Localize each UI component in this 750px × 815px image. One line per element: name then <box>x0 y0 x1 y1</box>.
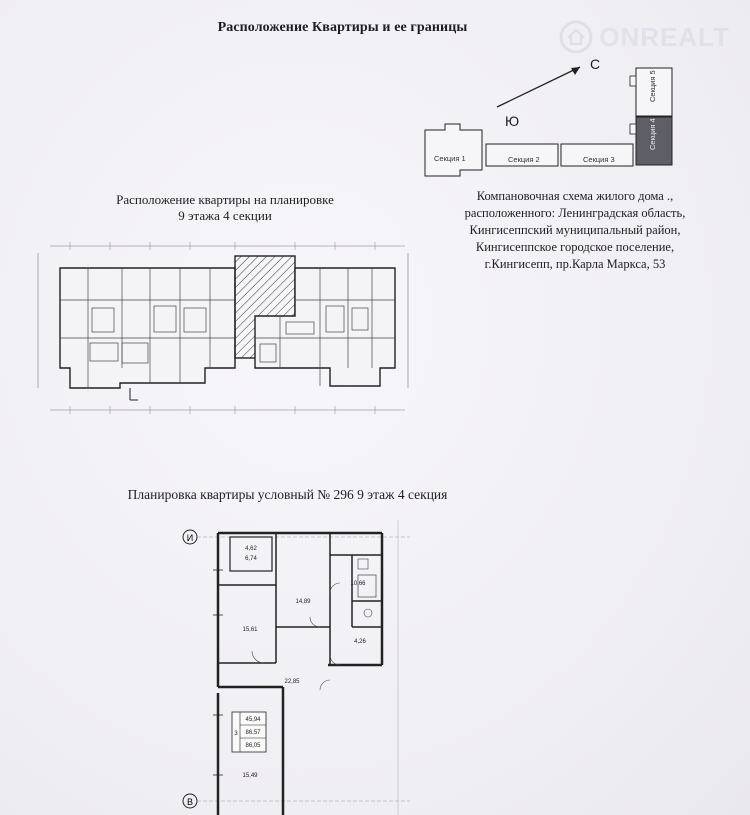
building-caption-line: Кингисеппское городское поселение, <box>475 240 675 254</box>
page-title: Расположение Квартиры и ее границы <box>217 20 468 35</box>
section-4-label: Секция 4 <box>648 118 657 150</box>
balcony-note-label: 6,74 <box>245 556 257 562</box>
floor-overview-caption <box>60 192 390 224</box>
floor-overview-caption-line: 9 этажа 4 секции <box>178 208 272 223</box>
room-area-label: 15,49 <box>242 773 258 779</box>
room-area-label: 15,61 <box>242 627 258 633</box>
axis-bottom-label: В <box>186 797 194 807</box>
floor-overview-caption-line: Расположение квартиры на планировке <box>116 192 334 207</box>
section-1-label: Секция 1 <box>434 154 466 163</box>
apartment-plan-title: Планировка квартиры условный № 296 9 этаж 4 секция <box>127 487 448 502</box>
axis-top-label: И <box>186 533 194 543</box>
watermark-brand: ONREALT <box>599 21 730 52</box>
building-caption-line: г.Кингисепп, пр.Карла Маркса, 53 <box>484 257 666 271</box>
section-2-label: Секция 2 <box>508 155 540 164</box>
building-caption-line: расположенного: Ленинградская область, <box>464 206 686 220</box>
summary-value: 45,94 <box>245 717 261 723</box>
compass-south-label: Ю <box>505 113 520 129</box>
compass-north-label: С <box>590 56 601 72</box>
section-3-label: Секция 3 <box>583 155 615 164</box>
watermark <box>559 20 730 54</box>
building-caption-line: Кингисеппский муниципальный район, <box>469 223 681 237</box>
summary-value: 86,05 <box>245 743 261 749</box>
section-5-label: Секция 5 <box>648 70 657 102</box>
room-area-label: 14,89 <box>295 599 311 605</box>
apartment-plan <box>180 515 420 815</box>
room-area-label: 4,26 <box>354 639 366 645</box>
floor-overview-plan <box>30 238 415 428</box>
house-icon <box>559 20 593 54</box>
room-area-label: 4,62 <box>245 546 257 552</box>
building-caption-line: Компановочная схема жилого дома ., <box>476 189 674 203</box>
room-count-label: 3 <box>234 731 238 737</box>
room-area-label: 22,85 <box>284 679 300 685</box>
room-area-label: 10,66 <box>350 581 366 587</box>
building-caption <box>410 188 740 273</box>
summary-value: 86,57 <box>245 730 261 736</box>
